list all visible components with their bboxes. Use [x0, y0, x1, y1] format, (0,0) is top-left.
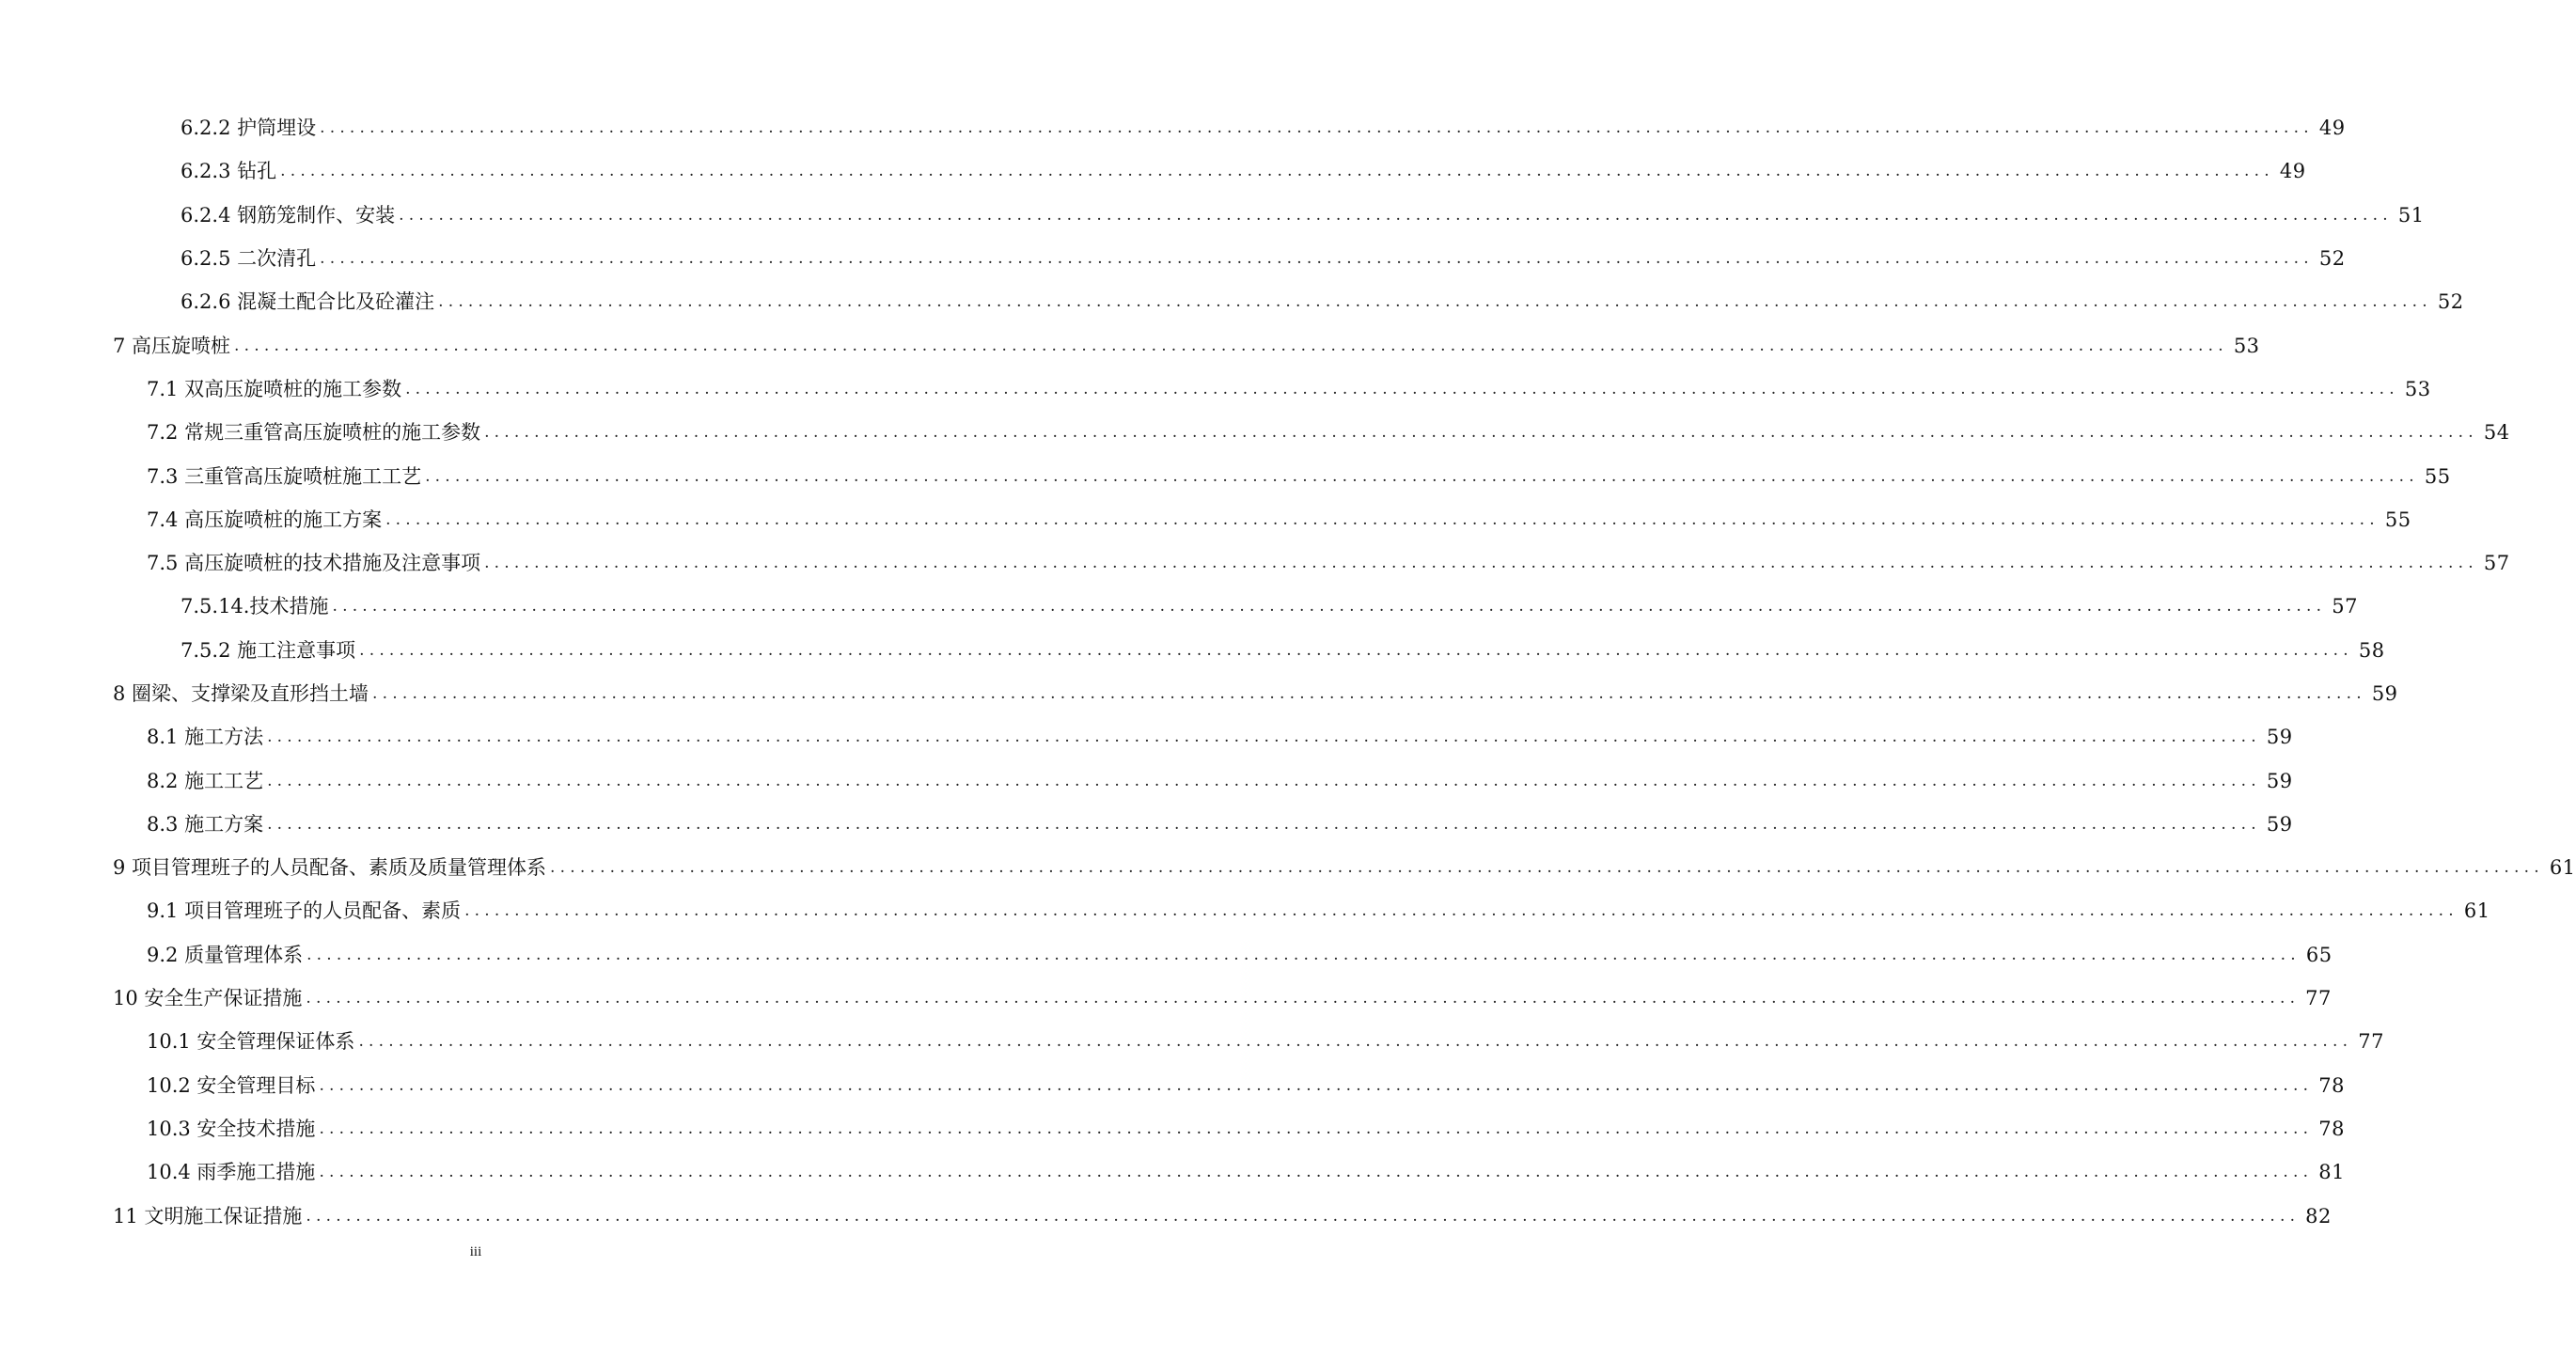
toc-entry[interactable]: [0, 498, 2411, 541]
toc-entry-title: 8.2 施工工艺: [147, 769, 264, 792]
toc-entry[interactable]: [0, 672, 2398, 715]
toc-entry[interactable]: [0, 149, 2306, 193]
toc-entry-title: 8 圈梁、支撑梁及直形挡土墙: [113, 682, 369, 705]
toc-leader-dots: ........................................................................................................................................................................................................: [385, 509, 2380, 529]
toc-leader-dots: ........................................................................................................................................................................................................: [484, 423, 2478, 443]
toc-entry-page: 77: [2358, 1030, 2384, 1054]
toc-entry-page: 53: [2233, 334, 2260, 357]
toc-entry-page: 59: [2266, 812, 2293, 836]
toc-leader-dots: ........................................................................................................................................................................................................: [319, 1118, 2314, 1138]
toc-entry[interactable]: [0, 1194, 2332, 1237]
toc-entry-page: 55: [2384, 508, 2411, 531]
toc-entry-title: 8.3 施工方案: [147, 812, 264, 836]
toc-leader-dots: ........................................................................................................................................................................................................: [359, 640, 2353, 660]
toc-entry[interactable]: [0, 194, 2425, 237]
toc-entry-title: 7.5.14.技术措施: [181, 595, 329, 618]
toc-entry-page: 78: [2318, 1117, 2345, 1140]
toc-entry-title: 10.4 雨季施工措施: [147, 1161, 316, 1184]
toc-leader-dots: ........................................................................................................................................................................................................: [306, 989, 2301, 1009]
toc-entry[interactable]: [0, 977, 2332, 1020]
toc-entry[interactable]: [0, 1107, 2345, 1150]
toc-entry-page: 59: [2266, 769, 2293, 792]
toc-entry-page: 53: [2404, 377, 2431, 400]
toc-entry[interactable]: [0, 280, 2464, 323]
toc-leader-dots: ........................................................................................................................................................................................................: [234, 336, 2228, 355]
toc-entry-page: 78: [2318, 1073, 2345, 1097]
toc-entry-page: 57: [2483, 552, 2510, 575]
toc-entry[interactable]: [0, 1064, 2345, 1107]
toc-entry-title: 9.1 项目管理班子的人员配备、素质: [147, 899, 462, 923]
table-of-contents: [0, 106, 2576, 1238]
toc-leader-dots: ........................................................................................................................................................................................................: [464, 901, 2458, 921]
toc-leader-dots: ........................................................................................................................................................................................................: [484, 554, 2478, 573]
toc-leader-dots: ........................................................................................................................................................................................................: [358, 1032, 2353, 1052]
toc-entry-title: 10 安全生产保证措施: [113, 987, 303, 1010]
toc-entry-title: 10.1 安全管理保证体系: [147, 1030, 355, 1054]
toc-entry-page: 49: [2279, 160, 2306, 183]
toc-entry[interactable]: [0, 759, 2293, 802]
toc-entry-title: 10.3 安全技术措施: [147, 1117, 316, 1140]
toc-entry-page: 77: [2305, 987, 2332, 1010]
toc-entry-page: 49: [2318, 117, 2346, 140]
toc-entry-title: 6.2.5 二次清孔: [181, 247, 317, 271]
toc-entry[interactable]: [0, 846, 2576, 889]
toc-entry-title: 7.4 高压旋喷桩的施工方案: [147, 508, 383, 531]
toc-leader-dots: ........................................................................................................................................................................................................: [319, 1163, 2314, 1182]
toc-entry-page: 57: [2332, 595, 2358, 618]
toc-entry-title: 7.2 常规三重管高压旋喷桩的施工参数: [147, 421, 481, 445]
toc-entry-page: 55: [2424, 464, 2451, 488]
toc-entry-title: 7.5.2 施工注意事项: [181, 638, 356, 662]
toc-entry-title: 9 项目管理班子的人员配备、素质及质量管理体系: [113, 856, 547, 880]
toc-entry[interactable]: [0, 106, 2346, 149]
toc-entry-page: 52: [2318, 247, 2346, 271]
toc-entry-page: 51: [2397, 203, 2425, 227]
toc-leader-dots: ........................................................................................................................................................................................................: [332, 597, 2327, 617]
toc-entry[interactable]: [0, 715, 2293, 759]
toc-entry[interactable]: [0, 1150, 2345, 1194]
toc-entry-page: 61: [2549, 856, 2576, 880]
toc-entry-title: 7.1 双高压旋喷桩的施工参数: [147, 377, 402, 400]
toc-entry-page: 58: [2358, 638, 2385, 662]
toc-entry-title: 7.5 高压旋喷桩的技术措施及注意事项: [147, 552, 481, 575]
toc-entry-page: 82: [2305, 1204, 2332, 1228]
toc-entry-page: 59: [2371, 682, 2398, 705]
toc-leader-dots: ........................................................................................................................................................................................................: [399, 205, 2393, 225]
toc-entry-page: 54: [2483, 421, 2510, 445]
toc-leader-dots: ........................................................................................................................................................................................................: [320, 249, 2314, 269]
toc-leader-dots: ........................................................................................................................................................................................................: [267, 727, 2261, 747]
toc-entry-title: 9.2 质量管理体系: [147, 943, 304, 966]
toc-entry-title: 6.2.2 护筒埋设: [181, 117, 317, 140]
toc-leader-dots: ........................................................................................................................................................................................................: [280, 162, 2274, 181]
toc-entry-title: 11 文明施工保证措施: [113, 1204, 303, 1228]
toc-entry[interactable]: [0, 933, 2333, 977]
toc-leader-dots: ........................................................................................................................................................................................................: [372, 684, 2366, 703]
toc-entry-page: 59: [2266, 726, 2293, 749]
toc-entry[interactable]: [0, 629, 2385, 672]
toc-leader-dots: ........................................................................................................................................................................................................: [425, 466, 2419, 486]
toc-entry-title: 7.3 三重管高压旋喷桩施工工艺: [147, 464, 422, 488]
toc-entry-page: 65: [2305, 943, 2333, 966]
toc-entry-title: 6.2.6 混凝土配合比及砼灌注: [181, 290, 435, 314]
page-number-footer: iii: [469, 1244, 482, 1259]
toc-entry[interactable]: [0, 323, 2260, 367]
toc-leader-dots: ........................................................................................................................................................................................................: [306, 945, 2301, 964]
toc-entry[interactable]: [0, 889, 2490, 932]
toc-entry-page: 81: [2318, 1161, 2345, 1184]
toc-leader-dots: ........................................................................................................................................................................................................: [267, 814, 2261, 834]
toc-entry-title: 6.2.3 钻孔: [181, 160, 277, 183]
toc-entry[interactable]: [0, 1020, 2384, 1063]
toc-leader-dots: ........................................................................................................................................................................................................: [306, 1206, 2301, 1226]
toc-entry-title: 7 高压旋喷桩: [113, 334, 231, 357]
toc-leader-dots: ........................................................................................................................................................................................................: [550, 858, 2544, 878]
toc-entry[interactable]: [0, 368, 2431, 411]
toc-entry[interactable]: [0, 541, 2510, 585]
toc-leader-dots: ........................................................................................................................................................................................................: [320, 118, 2314, 138]
toc-entry-page: 61: [2463, 899, 2490, 923]
toc-leader-dots: ........................................................................................................................................................................................................: [438, 292, 2432, 312]
toc-leader-dots: ........................................................................................................................................................................................................: [319, 1075, 2314, 1095]
toc-entry[interactable]: [0, 454, 2451, 497]
toc-entry-title: 10.2 安全管理目标: [147, 1073, 316, 1097]
toc-entry[interactable]: [0, 803, 2293, 846]
toc-entry[interactable]: [0, 411, 2510, 454]
toc-entry[interactable]: [0, 237, 2346, 280]
toc-entry[interactable]: [0, 585, 2358, 628]
toc-entry-title: 8.1 施工方法: [147, 726, 264, 749]
toc-entry-page: 52: [2437, 290, 2464, 314]
toc-leader-dots: ........................................................................................................................................................................................................: [405, 379, 2399, 399]
toc-leader-dots: ........................................................................................................................................................................................................: [267, 771, 2261, 790]
toc-entry-title: 6.2.4 钢筋笼制作、安装: [181, 203, 396, 227]
